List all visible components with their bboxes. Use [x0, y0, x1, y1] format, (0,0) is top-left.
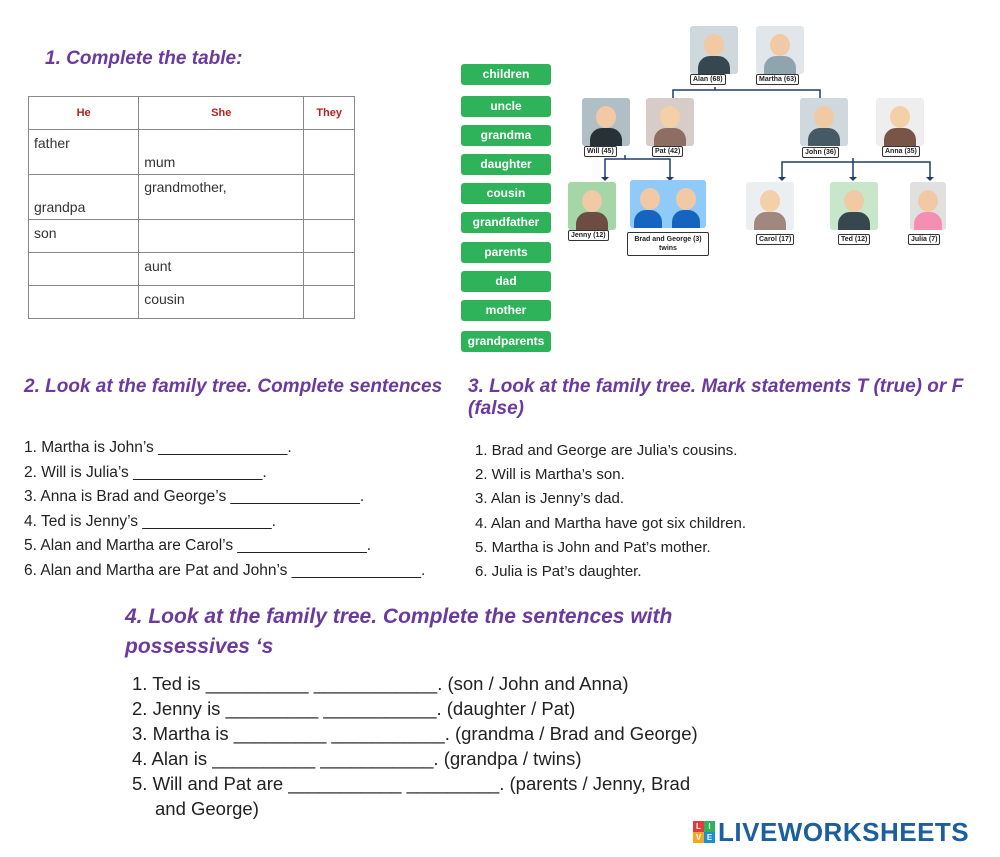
table-row	[29, 253, 355, 286]
person-julia	[910, 182, 946, 230]
table-row	[29, 286, 355, 319]
list-item[interactable]: 3. Martha is _________ ___________. (grandma / Brad and George)	[132, 723, 698, 744]
section4-heading: 4. Look at the family tree. Complete the sentences with possessives ‘s	[125, 605, 673, 658]
person-jenny	[568, 182, 616, 230]
photo-john	[800, 98, 848, 146]
logo-letter-l: L	[693, 821, 704, 832]
person-anna	[876, 98, 924, 146]
word-chip-grandma[interactable]: grandma	[461, 125, 551, 146]
list-item[interactable]: 3. Alan is Jenny’s dad.	[475, 490, 624, 508]
list-item[interactable]: 6. Julia is Pat’s daughter.	[475, 562, 642, 580]
table-header-he: He	[29, 97, 139, 130]
table-cell[interactable]: aunt	[139, 253, 304, 286]
table-cell[interactable]	[304, 220, 355, 253]
word-chip-grandfather[interactable]: grandfather	[461, 212, 551, 233]
table-cell[interactable]: son	[29, 220, 139, 253]
section4-list	[132, 671, 698, 821]
family-tree	[560, 20, 960, 270]
photo-carol	[746, 182, 794, 230]
list-item[interactable]: 1. Martha is John’s _______________.	[24, 439, 292, 456]
table-cell[interactable]	[304, 286, 355, 319]
person-carol	[746, 182, 794, 230]
table-cell[interactable]	[304, 175, 355, 220]
table-cell[interactable]: grandpa	[29, 175, 139, 220]
label-martha: Martha (63)	[756, 74, 799, 85]
logo-letter-e: E	[704, 832, 715, 843]
table-cell[interactable]	[304, 130, 355, 175]
list-item[interactable]: 6. Alan and Martha are Pat and John’s _______________.	[24, 561, 426, 579]
photo-will	[582, 98, 630, 146]
liveworksheets-logo-icon	[693, 821, 715, 843]
person-pat	[646, 98, 694, 146]
logo-text: LIVEWORKSHEETS	[718, 816, 970, 847]
table-row	[29, 175, 355, 220]
list-item[interactable]: 1. Ted is __________ ____________. (son / John and Anna)	[132, 673, 629, 694]
section3-list	[475, 439, 746, 584]
list-item[interactable]: 2. Will is Julia’s _______________.	[24, 463, 267, 481]
table-row	[29, 220, 355, 253]
list-item[interactable]: 2. Jenny is _________ ___________. (daughter / Pat)	[132, 698, 576, 719]
list-item[interactable]: 5. Will and Pat are ___________ _________. (parents / Jenny, Brad	[132, 773, 691, 794]
label-brad-and-george: Brad and George (3) twins	[627, 232, 709, 256]
label-john: John (36)	[802, 147, 839, 158]
word-chip-cousin[interactable]: cousin	[461, 183, 551, 204]
photo-julia	[910, 182, 946, 230]
table-cell[interactable]: cousin	[139, 286, 304, 319]
word-chip-parents[interactable]: parents	[461, 242, 551, 263]
list-item[interactable]: 5. Alan and Martha are Carol’s _______________.	[24, 537, 372, 554]
section1-heading: 1. Complete the table:	[45, 48, 243, 69]
logo-letter-i: I	[704, 821, 715, 832]
section2-list	[24, 436, 425, 583]
table-header-she: She	[139, 97, 304, 130]
person-john	[800, 98, 848, 146]
logo-letter-v: V	[693, 832, 704, 843]
label-carol: Carol (17)	[756, 234, 794, 245]
person-brad-and-george	[630, 180, 706, 228]
photo-brad-and-george	[630, 180, 706, 228]
list-item[interactable]: 1. Brad and George are Julia’s cousins.	[475, 442, 738, 459]
list-item[interactable]: 4. Alan and Martha have got six children.	[475, 514, 746, 532]
word-chip-uncle[interactable]: uncle	[461, 96, 551, 117]
word-chip-daughter[interactable]: daughter	[461, 154, 551, 175]
person-will	[582, 98, 630, 146]
word-chip-dad[interactable]: dad	[461, 271, 551, 292]
word-chip-mother[interactable]: mother	[461, 300, 551, 321]
section2-heading: 2. Look at the family tree. Complete sentences	[24, 376, 443, 397]
list-item-continuation: and George)	[155, 798, 259, 819]
word-chip-children[interactable]: children	[461, 64, 551, 85]
table-cell[interactable]: father	[29, 130, 139, 175]
table-row	[29, 130, 355, 175]
vocabulary-table	[28, 96, 355, 319]
photo-martha	[756, 26, 804, 74]
label-alan: Alan (68)	[690, 74, 726, 85]
list-item[interactable]: 4. Ted is Jenny’s _______________.	[24, 512, 276, 530]
table-cell[interactable]	[139, 220, 304, 253]
photo-anna	[876, 98, 924, 146]
label-ted: Ted (12)	[838, 234, 870, 245]
table-cell[interactable]	[29, 253, 139, 286]
list-item[interactable]: 4. Alan is __________ ___________. (grandpa / twins)	[132, 748, 582, 769]
section3-heading: 3. Look at the family tree. Mark statements T (true) or F (false)	[468, 376, 964, 419]
photo-jenny	[568, 182, 616, 230]
label-pat: Pat (42)	[652, 146, 683, 157]
person-alan	[690, 26, 738, 74]
label-jenny: Jenny (12)	[568, 230, 609, 241]
list-item[interactable]: 2. Will is Martha’s son.	[475, 466, 625, 484]
table-cell[interactable]: mum	[139, 130, 304, 175]
label-julia: Julia (7)	[908, 234, 940, 245]
list-item[interactable]: 5. Martha is John and Pat’s mother.	[475, 538, 711, 556]
person-ted	[830, 182, 878, 230]
person-martha	[756, 26, 804, 74]
table-header-they: They	[304, 97, 355, 130]
photo-pat	[646, 98, 694, 146]
photo-alan	[690, 26, 738, 74]
liveworksheets-logo	[693, 817, 969, 847]
label-anna: Anna (35)	[882, 146, 920, 157]
word-chip-grandparents[interactable]: grandparents	[461, 331, 551, 352]
table-cell[interactable]	[29, 286, 139, 319]
table-cell[interactable]	[304, 253, 355, 286]
list-item[interactable]: 3. Anna is Brad and George’s _______________.	[24, 488, 365, 505]
label-will: Will (45)	[584, 146, 617, 157]
photo-ted	[830, 182, 878, 230]
table-cell[interactable]: grandmother,	[139, 175, 304, 220]
